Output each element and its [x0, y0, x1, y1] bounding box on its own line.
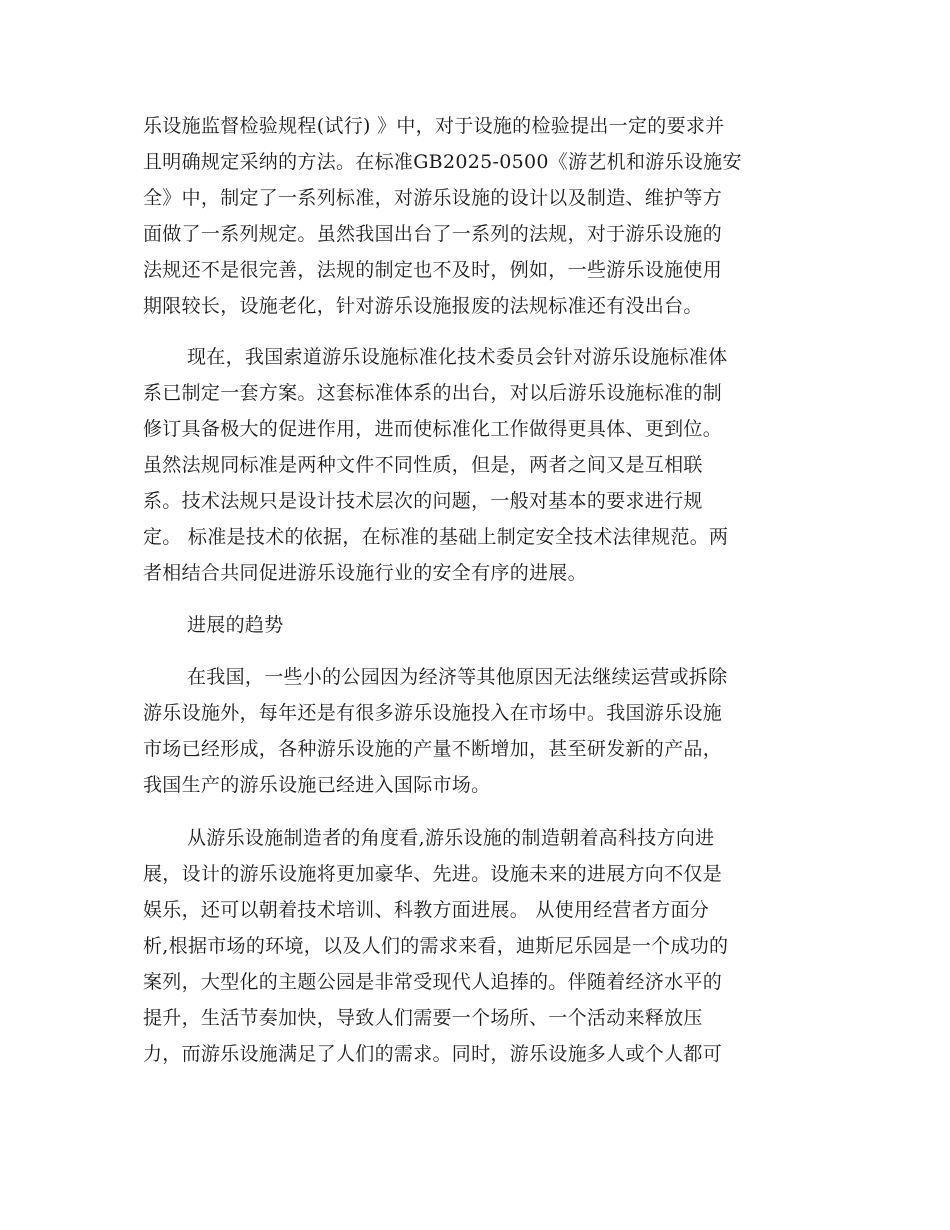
text-line: 市场已经形成，各种游乐设施的产量不断增加，甚至研发新的产品， [143, 738, 723, 760]
text-line: 我国生产的游乐设施已经进入国际市场。 [143, 774, 491, 796]
text-line: 面做了一系列规定。虽然我国出台了一系列的法规，对于游乐设施的 [143, 223, 723, 245]
text-line: 在我国，一些小的公园因为经济等其他原因无法继续运营或拆除 [187, 666, 728, 688]
text-line: 法规还不是很完善，法规的制定也不及时，例如，一些游乐设施使用 [143, 259, 723, 281]
text-line: 者相结合共同促进游乐设施行业的安全有序的进展。 [143, 562, 587, 584]
text-line: 力，而游乐设施满足了人们的需求。同时，游乐设施多人或个人都可 [143, 1043, 723, 1065]
text-line: 且明确规定采纳的方法。在标准GB2025-0500《游艺机和游乐设施安 [143, 151, 742, 173]
text-line: 展，设计的游乐设施将更加豪华、先进。设施未来的进展方向不仅是 [143, 863, 723, 885]
text-line: 系已制定一套方案。这套标准体系的出台，对以后游乐设施标准的制 [143, 382, 723, 404]
text-line: 系。技术法规只是设计技术层次的问题，一般对基本的要求进行规 [143, 490, 703, 512]
text-line: 全》中，制定了一系列标准，对游乐设施的设计以及制造、维护等方 [143, 187, 723, 209]
text-line: 现在，我国索道游乐设施标准化技术委员会针对游乐设施标准体 [187, 346, 728, 368]
text-line: 期限较长，设施老化，针对游乐设施报废的法规标准还有没出台。 [143, 295, 703, 317]
text-line: 案列，大型化的主题公园是非常受现代人追捧的。伴随着经济水平的 [143, 971, 723, 993]
text-line: 娱乐，还可以朝着技术培训、科教方面进展。 从使用经营者方面分 [143, 899, 710, 921]
text-line: 修订具备极大的促进作用，进而使标准化工作做得更具体、更到位。 [143, 418, 723, 440]
text-line: 提升，生活节奏加快，导致人们需要一个场所、一个活动来释放压 [143, 1007, 703, 1029]
text-line: 游乐设施外，每年还是有很多游乐设施投入在市场中。我国游乐设施 [143, 702, 723, 724]
text-line: 乐设施监督检验规程(试行) 》中，对于设施的检验提出一定的要求并 [143, 115, 725, 137]
text-line: 虽然法规同标准是两种文件不同性质，但是，两者之间又是互相联 [143, 454, 703, 476]
text-line: 定。 标准是技术的依据，在标准的基础上制定安全技术法律规范。两 [143, 526, 729, 548]
section-heading: 进展的趋势 [187, 614, 284, 636]
text-line: 析,根据市场的环境，以及人们的需求来看，迪斯尼乐园是一个成功的 [143, 935, 729, 957]
text-line: 从游乐设施制造者的角度看,游乐设施的制造朝着高科技方向进 [187, 827, 715, 849]
